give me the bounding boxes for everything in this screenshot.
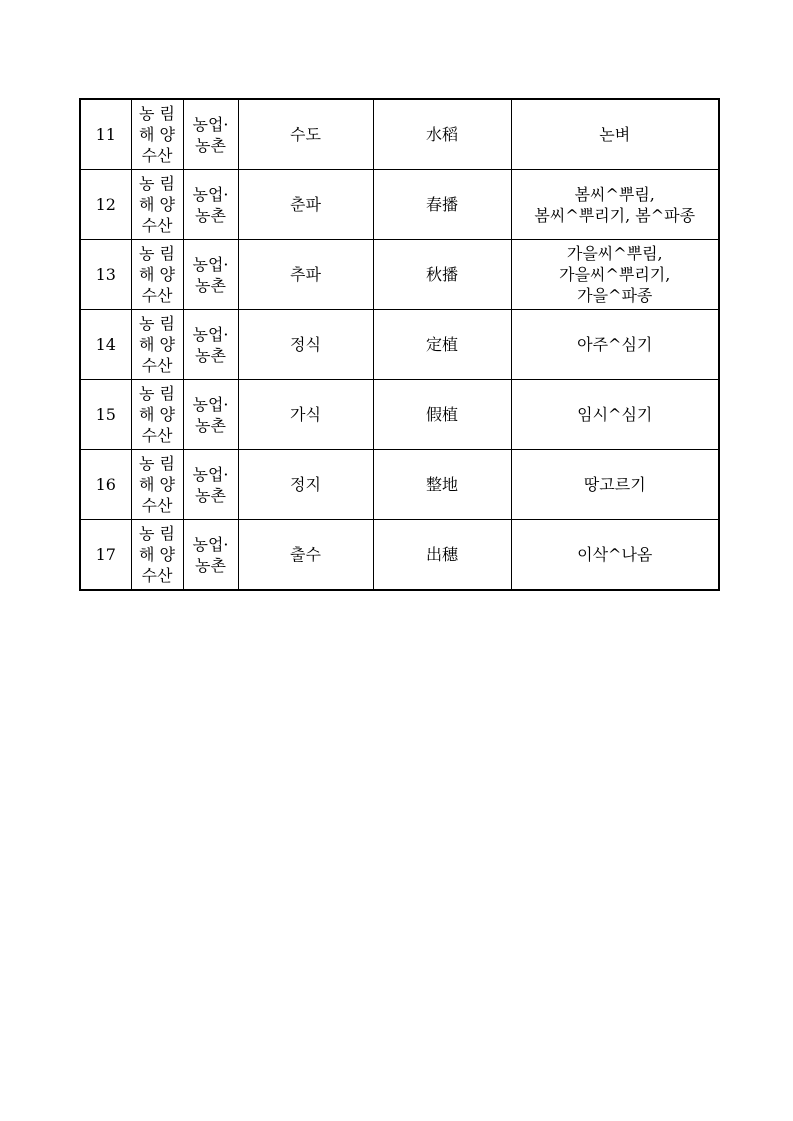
term-cell: 수도 [238, 99, 373, 170]
refined-term-line: 봄씨^뿌림, [574, 184, 655, 204]
hanja-cell: 假植 [373, 380, 511, 450]
term-cell: 춘파 [238, 170, 373, 240]
field-line: 해 양 [139, 405, 175, 424]
term-cell: 출수 [238, 520, 373, 591]
hanja-cell: 定植 [373, 310, 511, 380]
subfield-line: 농업· [192, 254, 229, 274]
subfield-line: 농촌 [195, 555, 226, 575]
field-line: 농 림 [139, 454, 175, 473]
term-cell: 추파 [238, 240, 373, 310]
subfield-line: 농업· [192, 114, 229, 134]
subfield-cell [183, 240, 238, 310]
field-line: 수산 [141, 146, 173, 165]
table-row [80, 450, 719, 520]
hanja-cell: 出穗 [373, 520, 511, 591]
table-row [80, 380, 719, 450]
field-cell [131, 99, 183, 170]
refined-term-line: 가을씨^뿌리기, [559, 265, 671, 284]
table-row [80, 240, 719, 310]
subfield-cell [183, 450, 238, 520]
row-number: 13 [80, 240, 131, 310]
field-line: 해 양 [139, 335, 175, 354]
row-number: 12 [80, 170, 131, 240]
hanja-cell: 水稻 [373, 99, 511, 170]
hanja-cell: 秋播 [373, 240, 511, 310]
field-line: 해 양 [139, 195, 175, 214]
refined-term-cell [511, 380, 719, 450]
field-line: 농 림 [139, 244, 175, 263]
row-number: 14 [80, 310, 131, 380]
subfield-line: 농업· [192, 464, 229, 484]
subfield-cell [183, 99, 238, 170]
table-row [80, 99, 719, 170]
field-line: 수산 [141, 356, 173, 375]
subfield-line: 농촌 [195, 205, 226, 225]
refined-term-line: 이삭^나옴 [577, 545, 653, 564]
table-row [80, 520, 719, 591]
terms-table [79, 98, 720, 591]
field-cell [131, 520, 183, 591]
field-line: 해 양 [139, 545, 175, 564]
refined-term-line: 가을^파종 [577, 286, 653, 305]
term-cell: 정지 [238, 450, 373, 520]
field-cell [131, 450, 183, 520]
refined-term-line: 논벼 [599, 125, 631, 144]
field-line: 농 림 [139, 524, 175, 543]
field-line: 수산 [141, 286, 173, 305]
field-line: 해 양 [139, 475, 175, 494]
field-cell [131, 170, 183, 240]
field-line: 수산 [141, 566, 173, 585]
term-cell: 정식 [238, 310, 373, 380]
field-line: 농 림 [139, 174, 175, 193]
refined-term-cell [511, 240, 719, 310]
field-line: 농 림 [139, 314, 175, 333]
subfield-cell [183, 380, 238, 450]
table-row [80, 310, 719, 380]
subfield-line: 농업· [192, 324, 229, 344]
field-cell [131, 240, 183, 310]
subfield-line: 농업· [192, 534, 229, 554]
refined-term-line: 아주^심기 [577, 335, 653, 354]
subfield-cell [183, 310, 238, 380]
field-line: 농 림 [139, 104, 175, 123]
field-line: 수산 [141, 426, 173, 445]
field-line: 수산 [141, 496, 173, 515]
subfield-line: 농업· [192, 184, 229, 204]
refined-term-cell [511, 170, 719, 240]
subfield-line: 농촌 [195, 135, 226, 155]
field-cell [131, 380, 183, 450]
refined-term-line: 가을씨^뿌림, [566, 244, 663, 263]
field-line: 농 림 [139, 384, 175, 403]
subfield-cell [183, 520, 238, 591]
refined-term-cell [511, 450, 719, 520]
hanja-cell: 春播 [373, 170, 511, 240]
hanja-cell: 整地 [373, 450, 511, 520]
refined-term-cell [511, 520, 719, 591]
row-number: 15 [80, 380, 131, 450]
subfield-line: 농촌 [195, 485, 226, 505]
subfield-line: 농촌 [195, 415, 226, 435]
row-number: 17 [80, 520, 131, 591]
subfield-cell [183, 170, 238, 240]
field-line: 해 양 [139, 125, 175, 144]
refined-term-line: 임시^심기 [577, 405, 653, 424]
subfield-line: 농업· [192, 394, 229, 414]
term-cell: 가식 [238, 380, 373, 450]
refined-term-cell [511, 310, 719, 380]
field-cell [131, 310, 183, 380]
subfield-line: 농촌 [195, 345, 226, 365]
refined-term-cell [511, 99, 719, 170]
field-line: 수산 [141, 216, 173, 235]
terms-table-body [80, 99, 719, 590]
subfield-line: 농촌 [195, 275, 226, 295]
field-line: 해 양 [139, 265, 175, 284]
refined-term-line: 땅고르기 [583, 475, 646, 494]
row-number: 11 [80, 99, 131, 170]
row-number: 16 [80, 450, 131, 520]
table-row [80, 170, 719, 240]
refined-term-line: 봄씨^뿌리기, 봄^파종 [534, 205, 696, 225]
